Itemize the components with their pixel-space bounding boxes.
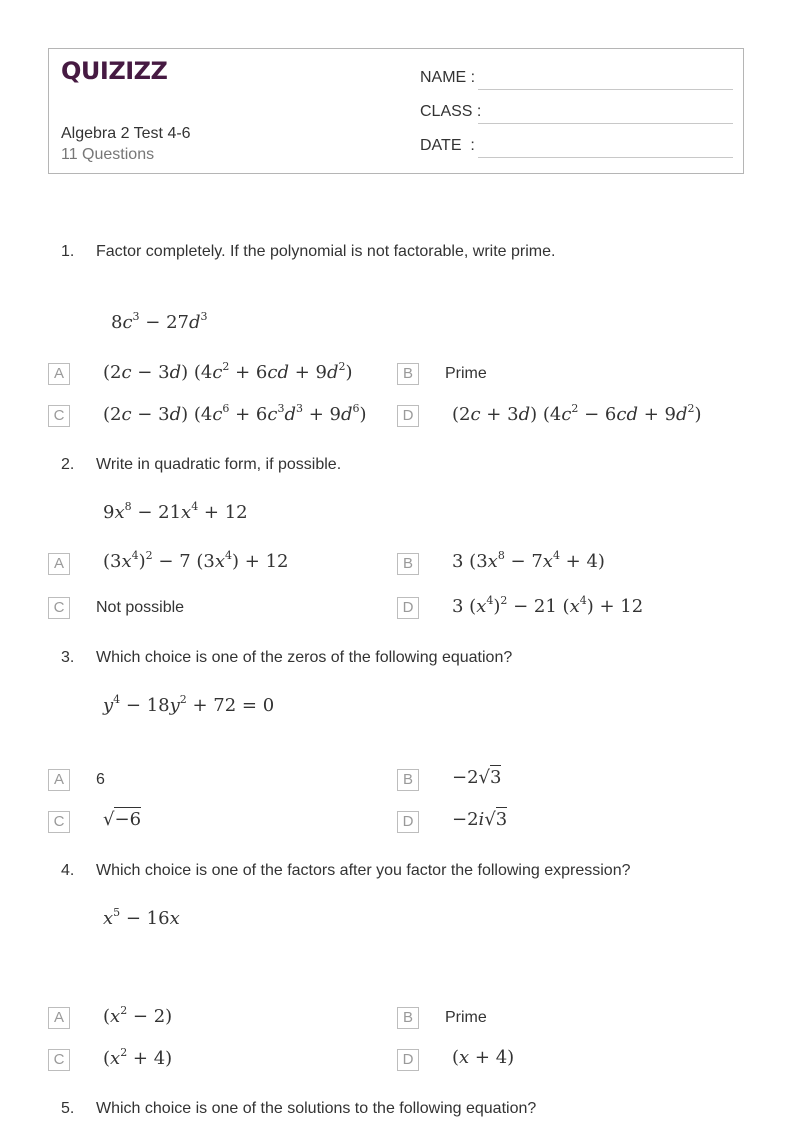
option-box-a[interactable]: A — [48, 553, 70, 575]
option-box-d[interactable]: D — [397, 597, 419, 619]
option-box-c[interactable]: C — [48, 597, 70, 619]
option-b-expression: −2√3 — [452, 767, 502, 788]
class-label: CLASS : — [420, 103, 482, 120]
option-d-expression: 3 $(x^4)^2 - 21$ $(x^4) + 12$ — [452, 594, 644, 617]
question-text: Which choice is one of the solutions to the following equation? — [96, 1100, 537, 1117]
question-number: 3. — [61, 649, 75, 666]
name-label: NAME : — [420, 69, 476, 86]
question-text: Factor completely. If the polynomial is not factorable, write prime. — [96, 243, 556, 260]
option-box-b[interactable]: B — [397, 553, 419, 575]
question-expression: $8c^3 - 27d^3$ — [111, 310, 208, 333]
option-d-expression: (2c + 3d) $(4c^2 - 6cd + 9d^2)$ — [452, 402, 702, 425]
name-line[interactable] — [478, 89, 733, 90]
question-number: 1. — [61, 243, 75, 260]
option-box-b[interactable]: B — [397, 1007, 419, 1029]
option-c-expression: $(x^2 + 4)$ — [103, 1046, 173, 1069]
quizizz-logo: QUIZIZZ — [61, 57, 168, 85]
option-a-expression: $(3x^4)^2 - 7$ $(3x^4) + 12$ — [103, 549, 289, 572]
quiz-title: Algebra 2 Test 4-6 — [61, 125, 191, 142]
option-a-text: 6 — [96, 771, 105, 788]
option-c-expression: (2c − 3d) $(4c^6 + 6c^3d^3 + 9d^6)$ — [103, 402, 367, 425]
option-box-a[interactable]: A — [48, 363, 70, 385]
option-c-text: Not possible — [96, 599, 185, 616]
option-c-expression: √−6 — [103, 809, 142, 830]
date-label: DATE : — [420, 137, 475, 154]
option-b-text: Prime — [445, 1009, 487, 1026]
question-text: Write in quadratic form, if possible. — [96, 456, 342, 473]
option-box-c[interactable]: C — [48, 811, 70, 833]
question-number: 4. — [61, 862, 75, 879]
option-box-b[interactable]: B — [397, 363, 419, 385]
question-text: Which choice is one of the zeros of the following equation? — [96, 649, 513, 666]
question-number: 5. — [61, 1100, 75, 1117]
option-a-expression: $(x^2 - 2)$ — [103, 1004, 173, 1027]
option-b-expression: 3 $(3x^8 - 7x^4 + 4)$ — [452, 549, 605, 572]
worksheet-header — [48, 48, 744, 174]
question-number: 2. — [61, 456, 75, 473]
question-expression: $x^5 - 16x$ — [103, 906, 180, 929]
option-b-text: Prime — [445, 365, 487, 382]
class-line[interactable] — [478, 123, 733, 124]
option-box-d[interactable]: D — [397, 811, 419, 833]
option-box-b[interactable]: B — [397, 769, 419, 791]
option-d-expression: −2i√3 — [452, 809, 508, 830]
option-box-a[interactable]: A — [48, 1007, 70, 1029]
question-expression: $y^4 - 18y^2 + 72 = 0$ — [103, 693, 275, 716]
option-box-d[interactable]: D — [397, 1049, 419, 1071]
question-expression: $9x^8 - 21x^4 + 12$ — [103, 500, 248, 523]
option-box-d[interactable]: D — [397, 405, 419, 427]
date-line[interactable] — [478, 157, 733, 158]
option-d-expression: (x + 4) — [452, 1047, 515, 1068]
option-box-c[interactable]: C — [48, 1049, 70, 1071]
option-box-c[interactable]: C — [48, 405, 70, 427]
option-box-a[interactable]: A — [48, 769, 70, 791]
question-count: 11 Questions — [61, 146, 155, 163]
option-a-expression: (2c − 3d) $(4c^2 + 6cd + 9d^2)$ — [103, 360, 353, 383]
question-text: Which choice is one of the factors after you factor the following expression? — [96, 862, 631, 879]
